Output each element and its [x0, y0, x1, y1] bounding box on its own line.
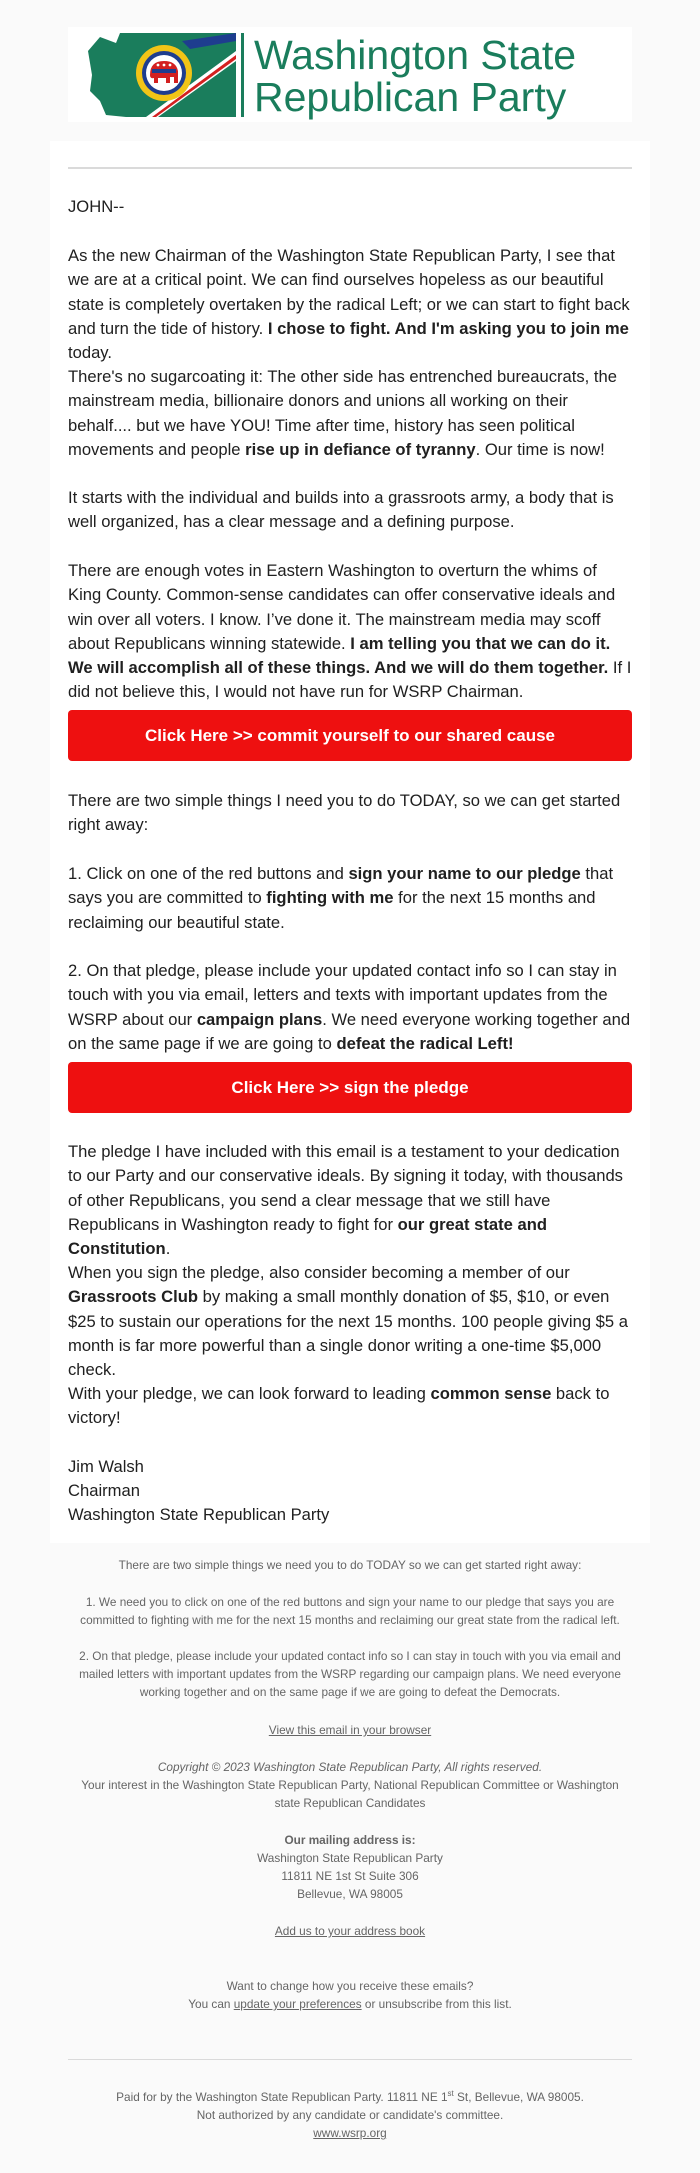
- greeting: JOHN--: [68, 197, 125, 216]
- p9-text: When you sign the pledge, also consider becoming a member of our: [68, 1263, 570, 1282]
- footer-intro: There are two simple things we need you to do TODAY so we can get started right away:: [118, 1558, 582, 1572]
- you-can-text: You can: [188, 1997, 234, 2011]
- paragraph-10: [68, 1382, 634, 1431]
- footer-divider: [68, 2059, 632, 2060]
- signature-org: Washington State Republican Party: [68, 1505, 330, 1524]
- signature-name: Jim Walsh: [68, 1457, 144, 1476]
- unsubscribe-text: or unsubscribe from this list.: [361, 1997, 512, 2011]
- p2-bold: rise up in defiance of tyranny: [245, 439, 476, 459]
- p6-text-a: 1. Click on one of the red buttons and: [68, 864, 349, 883]
- footer-item-2: 2. On that pledge, please include your updated contact info so I can stay in touch with you via email and mailed letters with important updates from the WSRP regarding our campaign plans. We need everyone working together and on the same page if we are going to defeat the Democrats.: [79, 1649, 621, 1699]
- p10-text: With your pledge, we can look forward to leading: [68, 1384, 431, 1403]
- paragraph-3: It starts with the individual and builds into a grassroots army, a body that is well organized, has a clear message and a defining purpose.: [68, 488, 614, 532]
- site-wrap: [70, 2124, 630, 2142]
- address-line-3: Bellevue, WA 98005: [297, 1887, 403, 1901]
- p7-bold-a: campaign plans: [196, 1009, 323, 1029]
- paragraph-1: [68, 244, 634, 365]
- paragraph-2: [68, 365, 634, 462]
- p9-bold: Grassroots Club: [68, 1287, 199, 1307]
- letter-card: [50, 141, 650, 1543]
- p6-bold-a: sign your name to our pledge: [348, 864, 581, 883]
- p2-text: There's no sugarcoating it: The other side has entrenched bureaucrats, the mainstream media, billionaire donors and unions all working on their behalf.... but we have YOU! Time after time, history has seen political movements and people: [68, 367, 617, 459]
- p1-bold: I chose to fight. And I'm asking you to join me: [267, 318, 629, 338]
- paragraph-7: [68, 959, 634, 1056]
- p10-bold: common sense: [430, 1384, 552, 1403]
- sign-pledge-button[interactable]: Click Here >> sign the pledge: [68, 1062, 632, 1113]
- top-divider: [68, 167, 632, 169]
- address-line-1: Washington State Republican Party: [257, 1851, 443, 1865]
- washington-state-gop-elephant-seal-icon: [86, 31, 236, 122]
- address-book-link[interactable]: Add us to your address book: [274, 1924, 426, 1938]
- logo-line-1: Washington State: [254, 32, 577, 78]
- paid-for-sup: st: [447, 2089, 454, 2099]
- paragraph-6: [68, 862, 634, 935]
- p7-text-a: 2. On that pledge, please include your updated contact info so I can stay in touch with you via email, letters and texts with important updates from the WSRP about our: [68, 961, 617, 1029]
- change-question: Want to change how you receive these emails?: [226, 1979, 474, 1993]
- address-book-wrap: [70, 1922, 630, 1940]
- p8-text: The pledge I have included with this email is a testament to your dedication to our Party and our conservative ideals. By signing it today, with thousands of other Republicans, you send a clear message that we still have Republicans in Washington ready to fight for: [68, 1142, 623, 1234]
- mailing-heading: Our mailing address is:: [284, 1833, 416, 1847]
- p4-text: There are enough votes in Eastern Washington to overturn the whims of King County. Common-sense candidates can offer conservative ideals and win over all voters. I know. I’ve done it. The mainstream media may scoff about Republicans winning statewide.: [68, 561, 616, 653]
- p6-end: for the next 15 months and reclaiming our beautiful state.: [68, 888, 596, 932]
- logo-divider: [241, 33, 244, 117]
- p1-end: today.: [68, 343, 112, 363]
- p9-end: by making a small monthly donation of $5, $10, or even $25 to sustain our operations for the next 15 months. 100 people giving $5 a month is far more powerful than a single donor writing a one-time $5,000 check.: [68, 1287, 628, 1380]
- logo-line-2: Republican Party: [254, 74, 567, 120]
- p4-end: If I did not believe this, I would not have run for WSRP Chairman.: [68, 658, 632, 702]
- header-logo[interactable]: [68, 27, 632, 122]
- p8-bold: our great state and Constitution: [68, 1214, 547, 1259]
- paid-for-text: Paid for by the Washington State Republican Party. 11811 NE 1: [116, 2090, 448, 2104]
- paragraph-9: [68, 1261, 634, 1382]
- paid-for-line: [70, 2088, 630, 2106]
- p1-text: As the new Chairman of the Washington State Republican Party, I see that we are at a critical point. We can find ourselves hopeless as our beautiful state is completely overtaken by the radical Left; or we can start to fight back and turn the tide of history.: [68, 246, 630, 338]
- p7-bold-b: defeat the radical Left!: [336, 1033, 514, 1053]
- view-in-browser-link[interactable]: View this email in your browser: [268, 1723, 432, 1737]
- p6-text-b: that says you are committed to: [68, 864, 614, 908]
- view-in-browser-wrap: [70, 1721, 630, 1739]
- paragraph-5: There are two simple things I need you to do TODAY, so we can get started right away:: [68, 791, 621, 835]
- p10-end: back to victory!: [68, 1384, 610, 1428]
- preferences-line: [70, 1995, 630, 2013]
- not-authorized: Not authorized by any candidate or candidate's committee.: [196, 2108, 504, 2122]
- interest-note: Your interest in the Washington State Republican Party, National Republican Committee or Washington state Republican Candidates: [81, 1778, 619, 1810]
- update-preferences-link[interactable]: update your preferences: [233, 1997, 362, 2011]
- paid-for-end: St, Bellevue, WA 98005.: [453, 2090, 584, 2104]
- copyright: Copyright © 2023 Washington State Republican Party, All rights reserved.: [157, 1760, 543, 1774]
- p8-end: .: [165, 1239, 171, 1259]
- address-line-2: 11811 NE 1st St Suite 306: [281, 1869, 419, 1883]
- signature-title: Chairman: [68, 1481, 140, 1500]
- paragraph-4: [68, 559, 634, 705]
- p7-text-b: . We need everyone working together and on the same page if we are going to: [68, 1009, 631, 1053]
- p4-bold: I am telling you that we can do it. We will accomplish all of these things. And we will do them together.: [68, 633, 611, 678]
- footer-item-1: 1. We need you to click on one of the red buttons and sign your name to our pledge that says you are committed to fighting with me for the next 15 months and reclaiming our great state from the radical left.: [80, 1595, 620, 1627]
- commit-cause-button[interactable]: Click Here >> commit yourself to our shared cause: [68, 710, 632, 761]
- paragraph-8: [68, 1140, 634, 1261]
- p6-bold-b: fighting with me: [266, 888, 394, 908]
- p2-end: . Our time is now!: [475, 439, 605, 459]
- site-link[interactable]: www.wsrp.org: [313, 2126, 387, 2140]
